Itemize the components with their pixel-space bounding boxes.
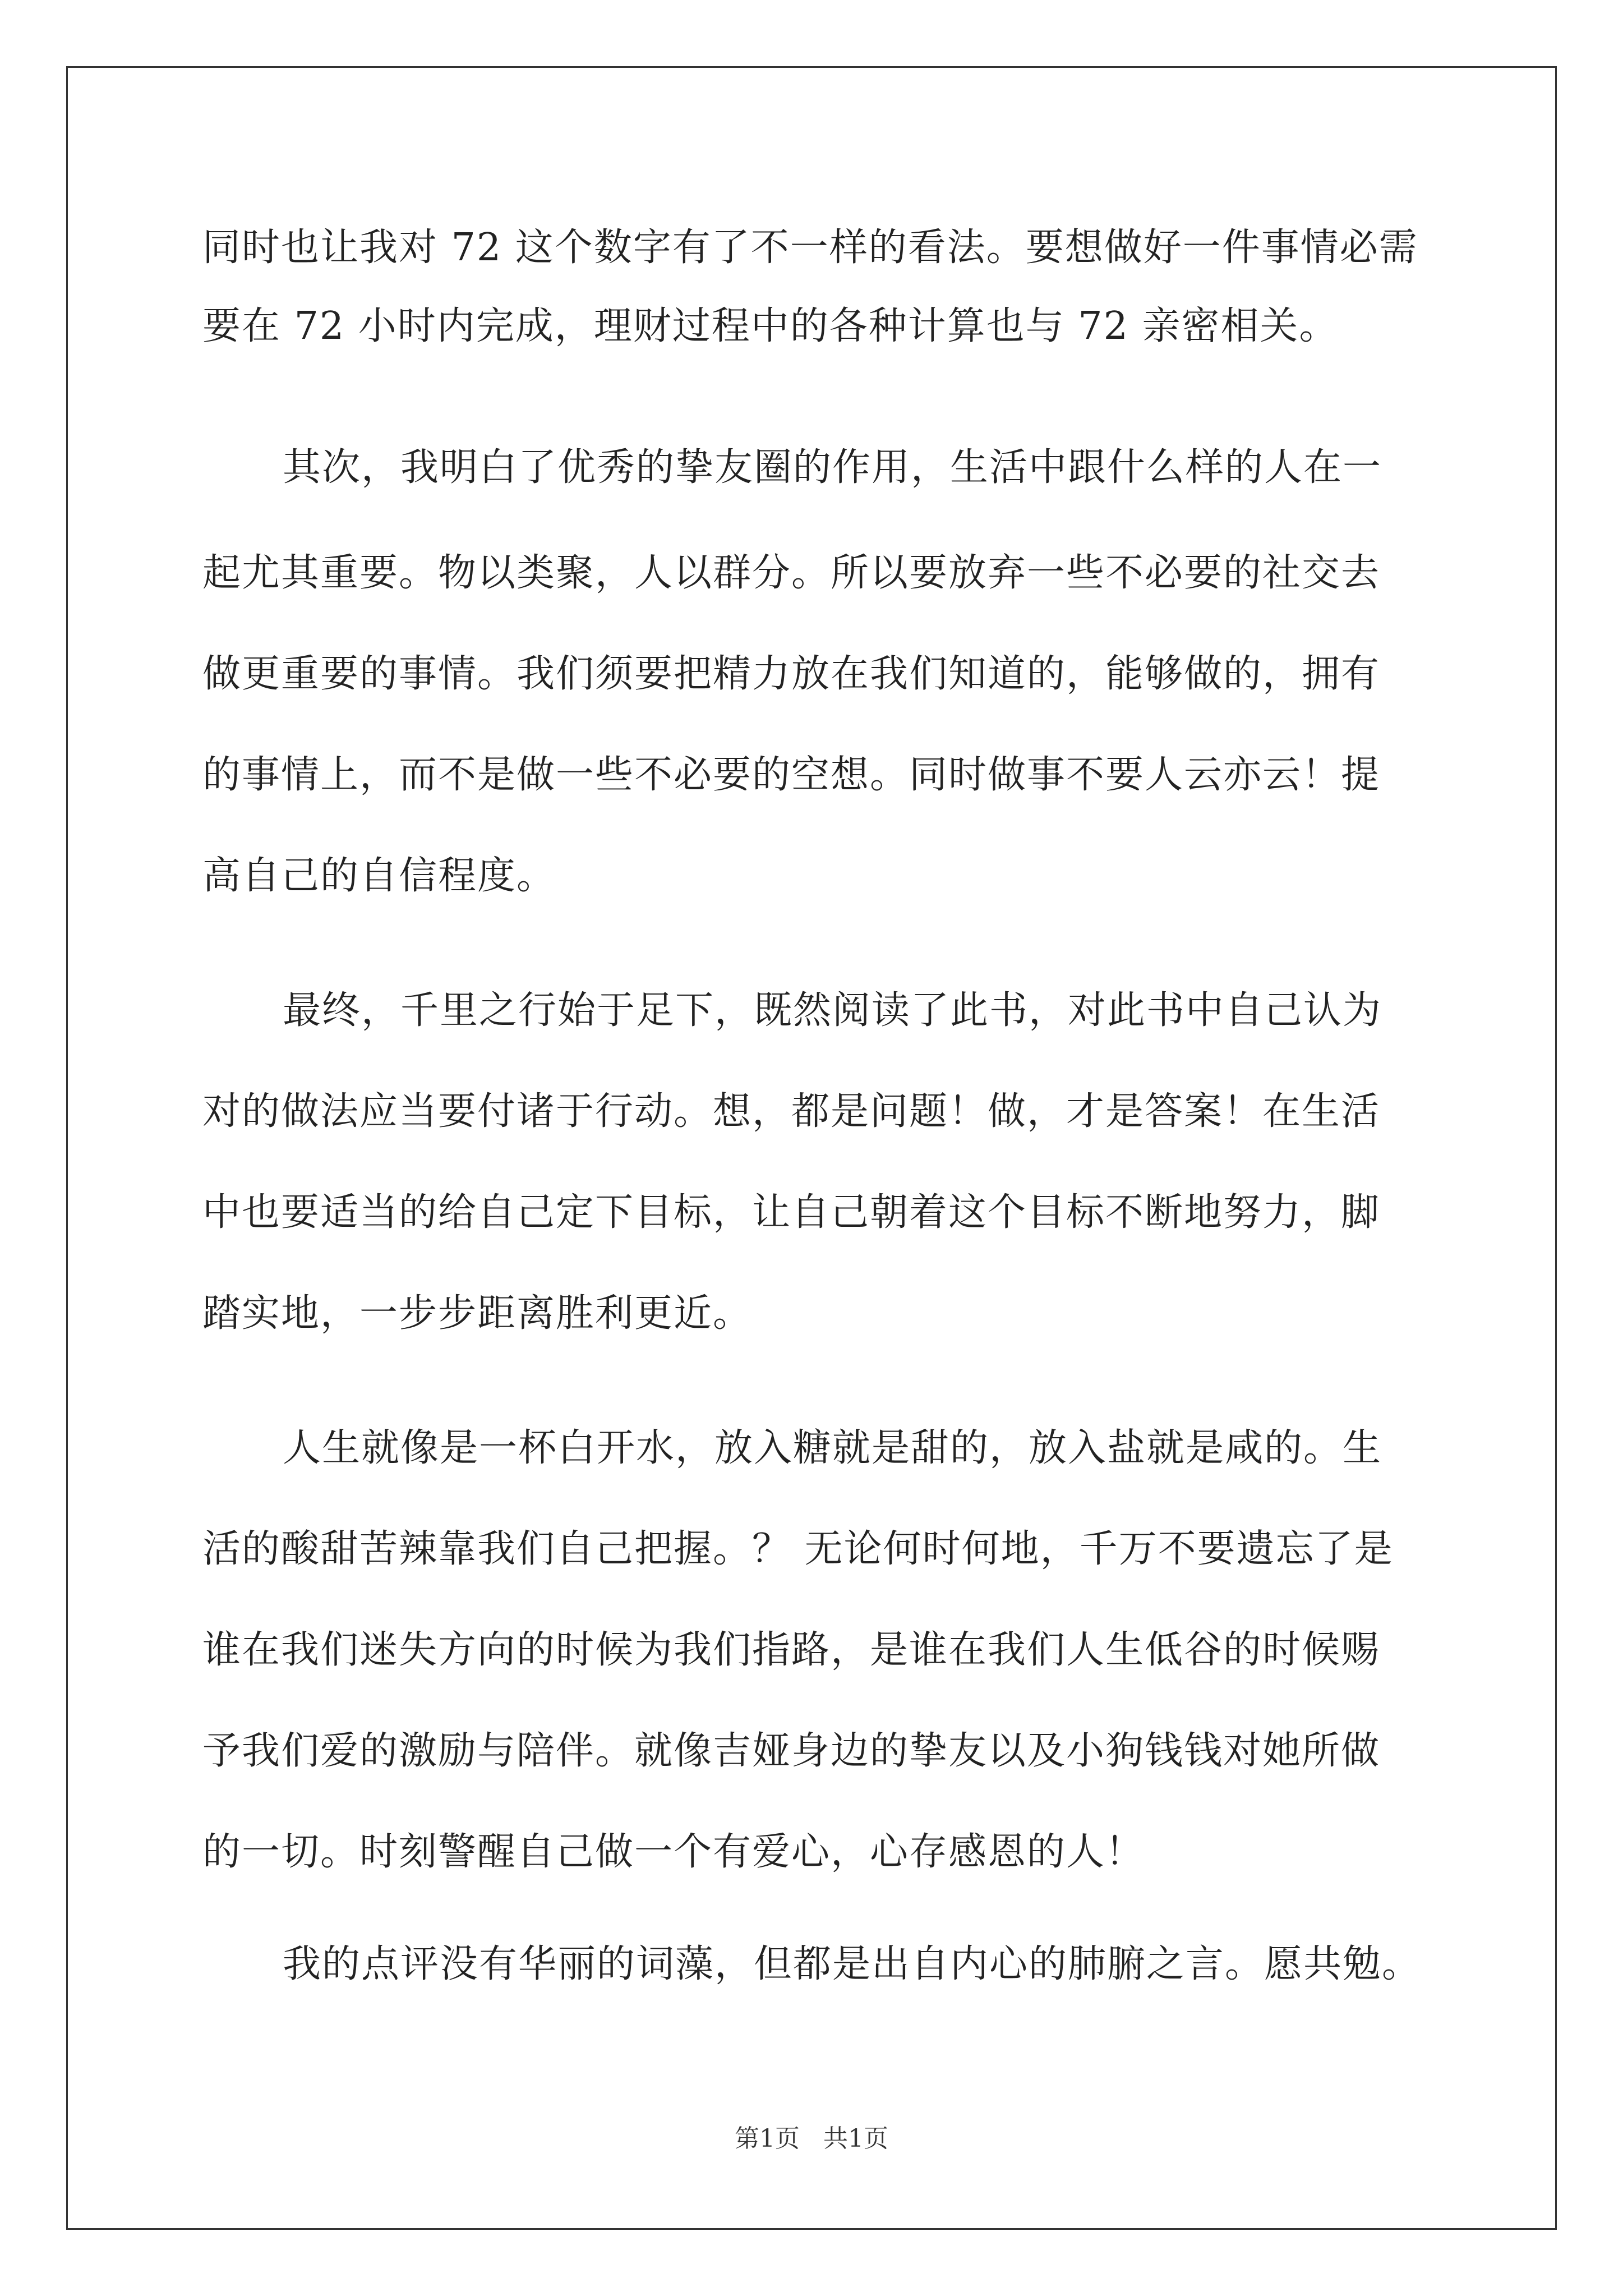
text-line: 我的点评没有华丽的词藻，但都是出自内心的肺腑之言。愿共勉。 <box>283 1942 1422 1986</box>
text-line: 起尤其重要。物以类聚，人以群分。所以要放弃一些不必要的社交去 <box>202 551 1381 595</box>
text-line: 活的酸甜苦辣靠我们自己把握。？ 无论何时何地，千万不要遗忘了是 <box>202 1527 1394 1571</box>
page-number: 第1页 <box>735 2124 800 2153</box>
text-line: 同时也让我对 72 这个数字有了不一样的看法。要想做好一件事情必需 <box>202 226 1418 270</box>
text-line: 人生就像是一杯白开水，放入糖就是甜的，放入盐就是咸的。生 <box>283 1426 1382 1470</box>
text-line: 踏实地，一步步距离胜利更近。 <box>202 1291 753 1336</box>
text-line: 要在 72 小时内完成，理财过程中的各种计算也与 72 亲密相关。 <box>202 304 1339 348</box>
text-line: 中也要适当的给自己定下目标，让自己朝着这个目标不断地努力，脚 <box>202 1190 1381 1235</box>
text-line: 高自己的自信程度。 <box>202 854 556 898</box>
page-footer <box>0 2123 1623 2155</box>
page-total: 共1页 <box>823 2124 888 2153</box>
text-line: 最终，千里之行始于足下，既然阅读了此书，对此书中自己认为 <box>283 988 1382 1033</box>
page-border <box>66 66 1557 2230</box>
text-line: 其次，我明白了优秀的挚友圈的作用，生活中跟什么样的人在一 <box>283 445 1382 490</box>
text-line: 的事情上，而不是做一些不必要的空想。同时做事不要人云亦云！提 <box>202 753 1381 797</box>
text-line: 对的做法应当要付诸于行动。想，都是问题！做，才是答案！在生活 <box>202 1089 1381 1134</box>
text-line: 予我们爱的激励与陪伴。就像吉娅身边的挚友以及小狗钱钱对她所做 <box>202 1729 1381 1773</box>
text-line: 谁在我们迷失方向的时候为我们指路，是谁在我们人生低谷的时候赐 <box>202 1628 1381 1672</box>
text-line: 的一切。时刻警醒自己做一个有爱心，心存感恩的人！ <box>202 1830 1145 1874</box>
text-line: 做更重要的事情。我们须要把精力放在我们知道的，能够做的，拥有 <box>202 652 1381 696</box>
